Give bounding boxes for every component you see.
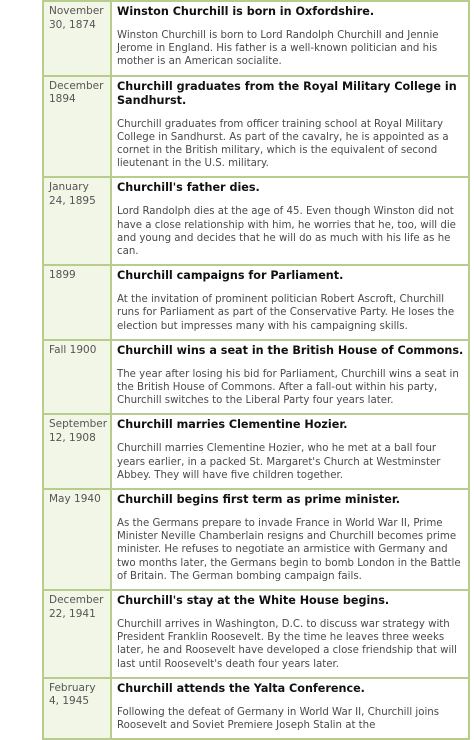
event-title: Churchill marries Clementine Hozier. [117,418,348,432]
table-row [43,340,469,415]
table-row [43,265,469,340]
table-row [43,1,469,76]
event-cell [111,414,469,489]
event-title: Churchill wins a seat in the British House of Commons. [117,343,464,357]
event-title: Churchill graduates from the Royal Military College in Sandhurst. [117,79,457,107]
event-date: September 12, 1908 [43,414,111,489]
event-date: January 24, 1895 [43,177,111,265]
event-date: February 4, 1945 [43,678,111,739]
event-cell [111,265,469,340]
event-title: Churchill's stay at the White House begins. [117,594,390,608]
event-cell [111,590,469,678]
event-cell [111,489,469,590]
event-title: Churchill attends the Yalta Conference. [117,681,365,695]
event-title: Churchill's father dies. [117,181,260,195]
event-description: As the Germans prepare to invade France in World War II, Prime Minister Neville Chamberlain resigns and Churchill becomes prime minister. He refuses to negotiate an armistice with Germany and two months later, the Germans begin to bomb London in the Battle of Britain. The German bombing campaign fails. [117,518,461,582]
table-row [43,678,469,739]
table-row [43,177,469,265]
event-date: May 1940 [43,489,111,590]
event-cell [111,76,469,178]
event-cell [111,340,469,415]
event-cell [111,1,469,76]
event-title: Churchill begins first term as prime minister. [117,493,400,507]
event-description: At the invitation of prominent politician Robert Ascroft, Churchill runs for Parliament as part of the Conservative Party. He loses the election but impresses many with his campaigning skills. [117,294,455,332]
event-date: December 22, 1941 [43,590,111,678]
event-date: 1899 [43,265,111,340]
event-description: Churchill graduates from officer training school at Royal Military College in Sandhurst. As part of the cavalry, he is appointed as a cornet in the British military, which is the equivalent of second lieutenant in the U.S. military. [117,118,449,170]
event-date: December 1894 [43,76,111,178]
event-description: Churchill arrives in Washington, D.C. to discuss war strategy with President Franklin Roosevelt. By the time he leaves three weeks later, he and Roosevelt have developed a close friendship that will last until Roosevelt's death four years later. [117,619,457,670]
table-row [43,489,469,590]
event-date: Fall 1900 [43,340,111,415]
event-title: Churchill campaigns for Parliament. [117,269,344,283]
event-description: The year after losing his bid for Parliament, Churchill wins a seat in the British House of Commons. After a fall-out within his party, Churchill switches to the Liberal Party four years later. [117,368,459,407]
event-date: November 30, 1874 [43,1,111,76]
event-cell [111,678,469,739]
table-row [43,414,469,489]
event-title: Winston Churchill is born in Oxfordshire. [117,5,375,18]
table-row [43,76,469,178]
event-description: Lord Randolph dies at the age of 45. Even though Winston did not have a close relationship with him, he worries that he, too, will die and young and decides that he will do as much with his life as he can. [117,206,456,258]
timeline-table [42,0,470,740]
table-row [43,590,469,678]
event-description: Churchill marries Clementine Hozier, who he met at a ball four years earlier, in a packed St. Margaret's Church at Westminster Abbey. They will have five children together. [117,443,441,481]
event-description: Following the defeat of Germany in World War II, Churchill joins Roosevelt and Soviet Premiere Joseph Stalin at the [117,706,440,732]
event-description: Winston Churchill is born to Lord Randolph Churchill and Jennie Jerome in England. His father is a well-known politician and his mother is an American socialite. [117,30,439,68]
event-cell [111,177,469,265]
